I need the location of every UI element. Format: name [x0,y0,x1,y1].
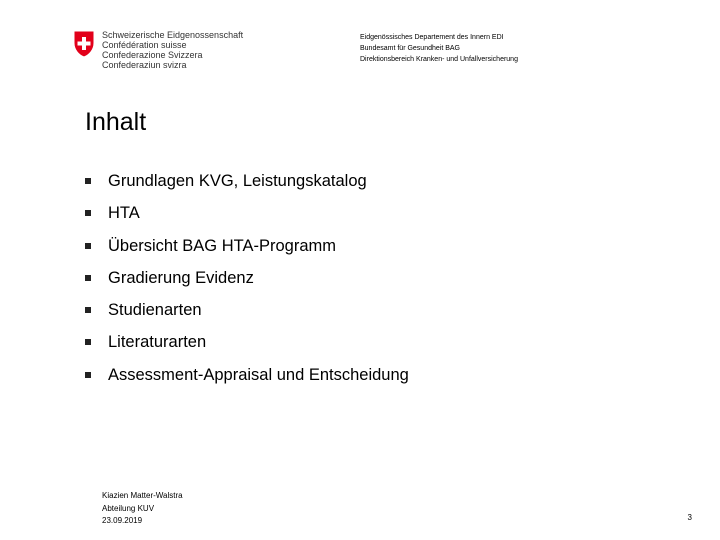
agenda-item [85,360,409,392]
square-bullet-icon [85,178,91,184]
square-bullet-icon [85,372,91,378]
square-bullet-icon [85,307,91,313]
page-number: 3 [687,513,692,522]
agenda-item-label: Studienarten [108,301,202,320]
agenda-item [85,295,409,327]
confederation-name-rm: Confederaziun svizra [102,60,187,70]
agenda-item-label: HTA [108,204,140,223]
agenda-item-label: Grundlagen KVG, Leistungskatalog [108,172,367,190]
footer-date: 23.09.2019 [102,516,143,525]
confederation-name-de: Schweizerische Eidgenossenschaft [102,30,244,40]
swiss-coat-of-arms-icon [72,30,96,58]
slide-title: Inhalt [85,108,147,136]
agenda-item-label: Übersicht BAG HTA-Programm [108,236,336,255]
slide-footer [102,490,183,528]
footer-department: Abteilung KUV [102,503,155,513]
department-info [360,32,690,65]
square-bullet-icon [85,275,91,281]
agenda-item [85,263,409,295]
division-line: Direktionsbereich Kranken- und Unfallversicherung [360,56,518,63]
agenda-item [85,166,409,198]
confederation-name-fr: Confédération suisse [102,40,187,50]
square-bullet-icon [85,339,91,345]
confederation-names [102,30,262,70]
agenda-item-label: Assessment-Appraisal und Entscheidung [108,365,409,384]
square-bullet-icon [85,210,91,216]
footer-author: Kiazien Matter-Walstra [102,491,183,500]
square-bullet-icon [85,243,91,249]
confederation-name-it: Confederazione Svizzera [102,50,203,60]
department-line: Eidgenössisches Departement des Innern EDI [360,34,504,41]
office-line: Bundesamt für Gesundheit BAG [360,45,460,52]
agenda-item-label: Literaturarten [108,333,207,352]
agenda-item-label: Gradierung Evidenz [108,268,254,287]
agenda-item [85,327,409,359]
agenda-list [85,166,409,392]
agenda-item [85,231,409,263]
agenda-item [85,198,409,230]
